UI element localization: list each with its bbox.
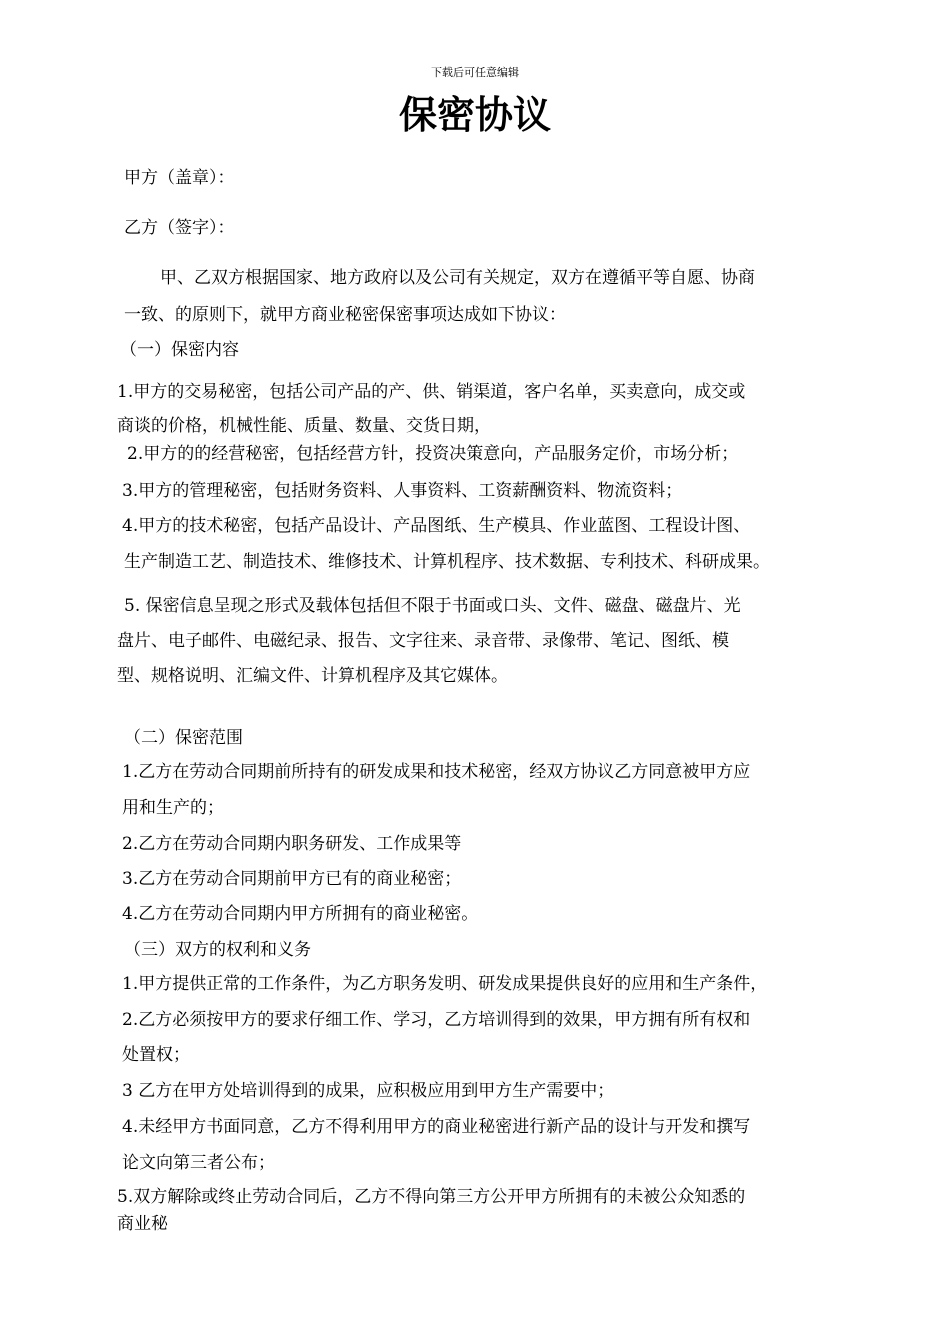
clause-line: 2.乙方在劳动合同期内职务研发、工作成果等 [122, 834, 462, 854]
clause-line: 5. 保密信息呈现之形式及载体包括但不限于书面或口头、文件、磁盘、磁盘片、光 [124, 596, 741, 616]
section-heading-rights: （三）双方的权利和义务 [124, 940, 311, 960]
clause-line: 4.甲方的技术秘密，包括产品设计、产品图纸、生产模具、作业蓝图、工程设计图、 [122, 516, 751, 536]
clause-line: 用和生产的； [122, 798, 224, 818]
clause-line: 处置权； [122, 1045, 190, 1065]
clause-line: 1.甲方提供正常的工作条件，为乙方职务发明、研发成果提供良好的应用和生产条件， [122, 974, 768, 994]
clause-line: 商业秘 [117, 1214, 168, 1234]
clause-line: 4.未经甲方书面同意，乙方不得利用甲方的商业秘密进行新产品的设计与开发和撰写 [122, 1117, 751, 1137]
clause-line: 4.乙方在劳动合同期内甲方所拥有的商业秘密。 [122, 904, 479, 924]
clause-line: 型、规格说明、汇编文件、计算机程序及其它媒体。 [117, 666, 508, 686]
clause-line: 1.乙方在劳动合同期前所持有的研发成果和技术秘密，经双方协议乙方同意被甲方应 [122, 762, 751, 782]
clause-line: 盘片、电子邮件、电磁纪录、报告、文字往来、录音带、录像带、笔记、图纸、模 [117, 631, 729, 651]
clause-line: 3 乙方在甲方处培训得到的成果，应积极应用到甲方生产需要中； [122, 1081, 615, 1101]
clause-line: 3.乙方在劳动合同期前甲方已有的商业秘密； [122, 869, 462, 889]
clause-line: 论文向第三者公布； [122, 1153, 275, 1173]
party-a-label: 甲方（盖章）： [124, 168, 235, 188]
clause-line: 1.甲方的交易秘密，包括公司产品的产、供、销渠道，客户名单，买卖意向，成交或 [117, 382, 746, 402]
header-note: 下载后可任意编辑 [431, 66, 519, 79]
clause-line: 3.甲方的管理秘密，包括财务资料、人事资料、工资薪酬资料、物流资料； [122, 481, 683, 501]
clause-line: 生产制造工艺、制造技术、维修技术、计算机程序、技术数据、专利技术、科研成果。 [124, 552, 770, 572]
party-b-label: 乙方（签字）： [124, 218, 235, 238]
section-heading-scope: （二）保密范围 [124, 728, 243, 748]
clause-line: 商谈的价格，机械性能、质量、数量、交货日期， [117, 416, 491, 436]
clause-line: 5.双方解除或终止劳动合同后，乙方不得向第三方公开甲方所拥有的未被公众知悉的 [117, 1187, 746, 1207]
section-heading-content: （一）保密内容 [120, 340, 239, 360]
clause-line: 2.乙方必须按甲方的要求仔细工作、学习，乙方培训得到的效果，甲方拥有所有权和 [122, 1010, 751, 1030]
intro-line: 一致、的原则下，就甲方商业秘密保密事项达成如下协议： [124, 305, 566, 325]
intro-line: 甲、乙双方根据国家、地方政府以及公司有关规定，双方在遵循平等自愿、协商 [160, 268, 755, 288]
document-title: 保密协议 [398, 92, 551, 137]
clause-line: 2.甲方的的经营秘密，包括经营方针，投资决策意向，产品服务定价，市场分析； [127, 444, 739, 464]
